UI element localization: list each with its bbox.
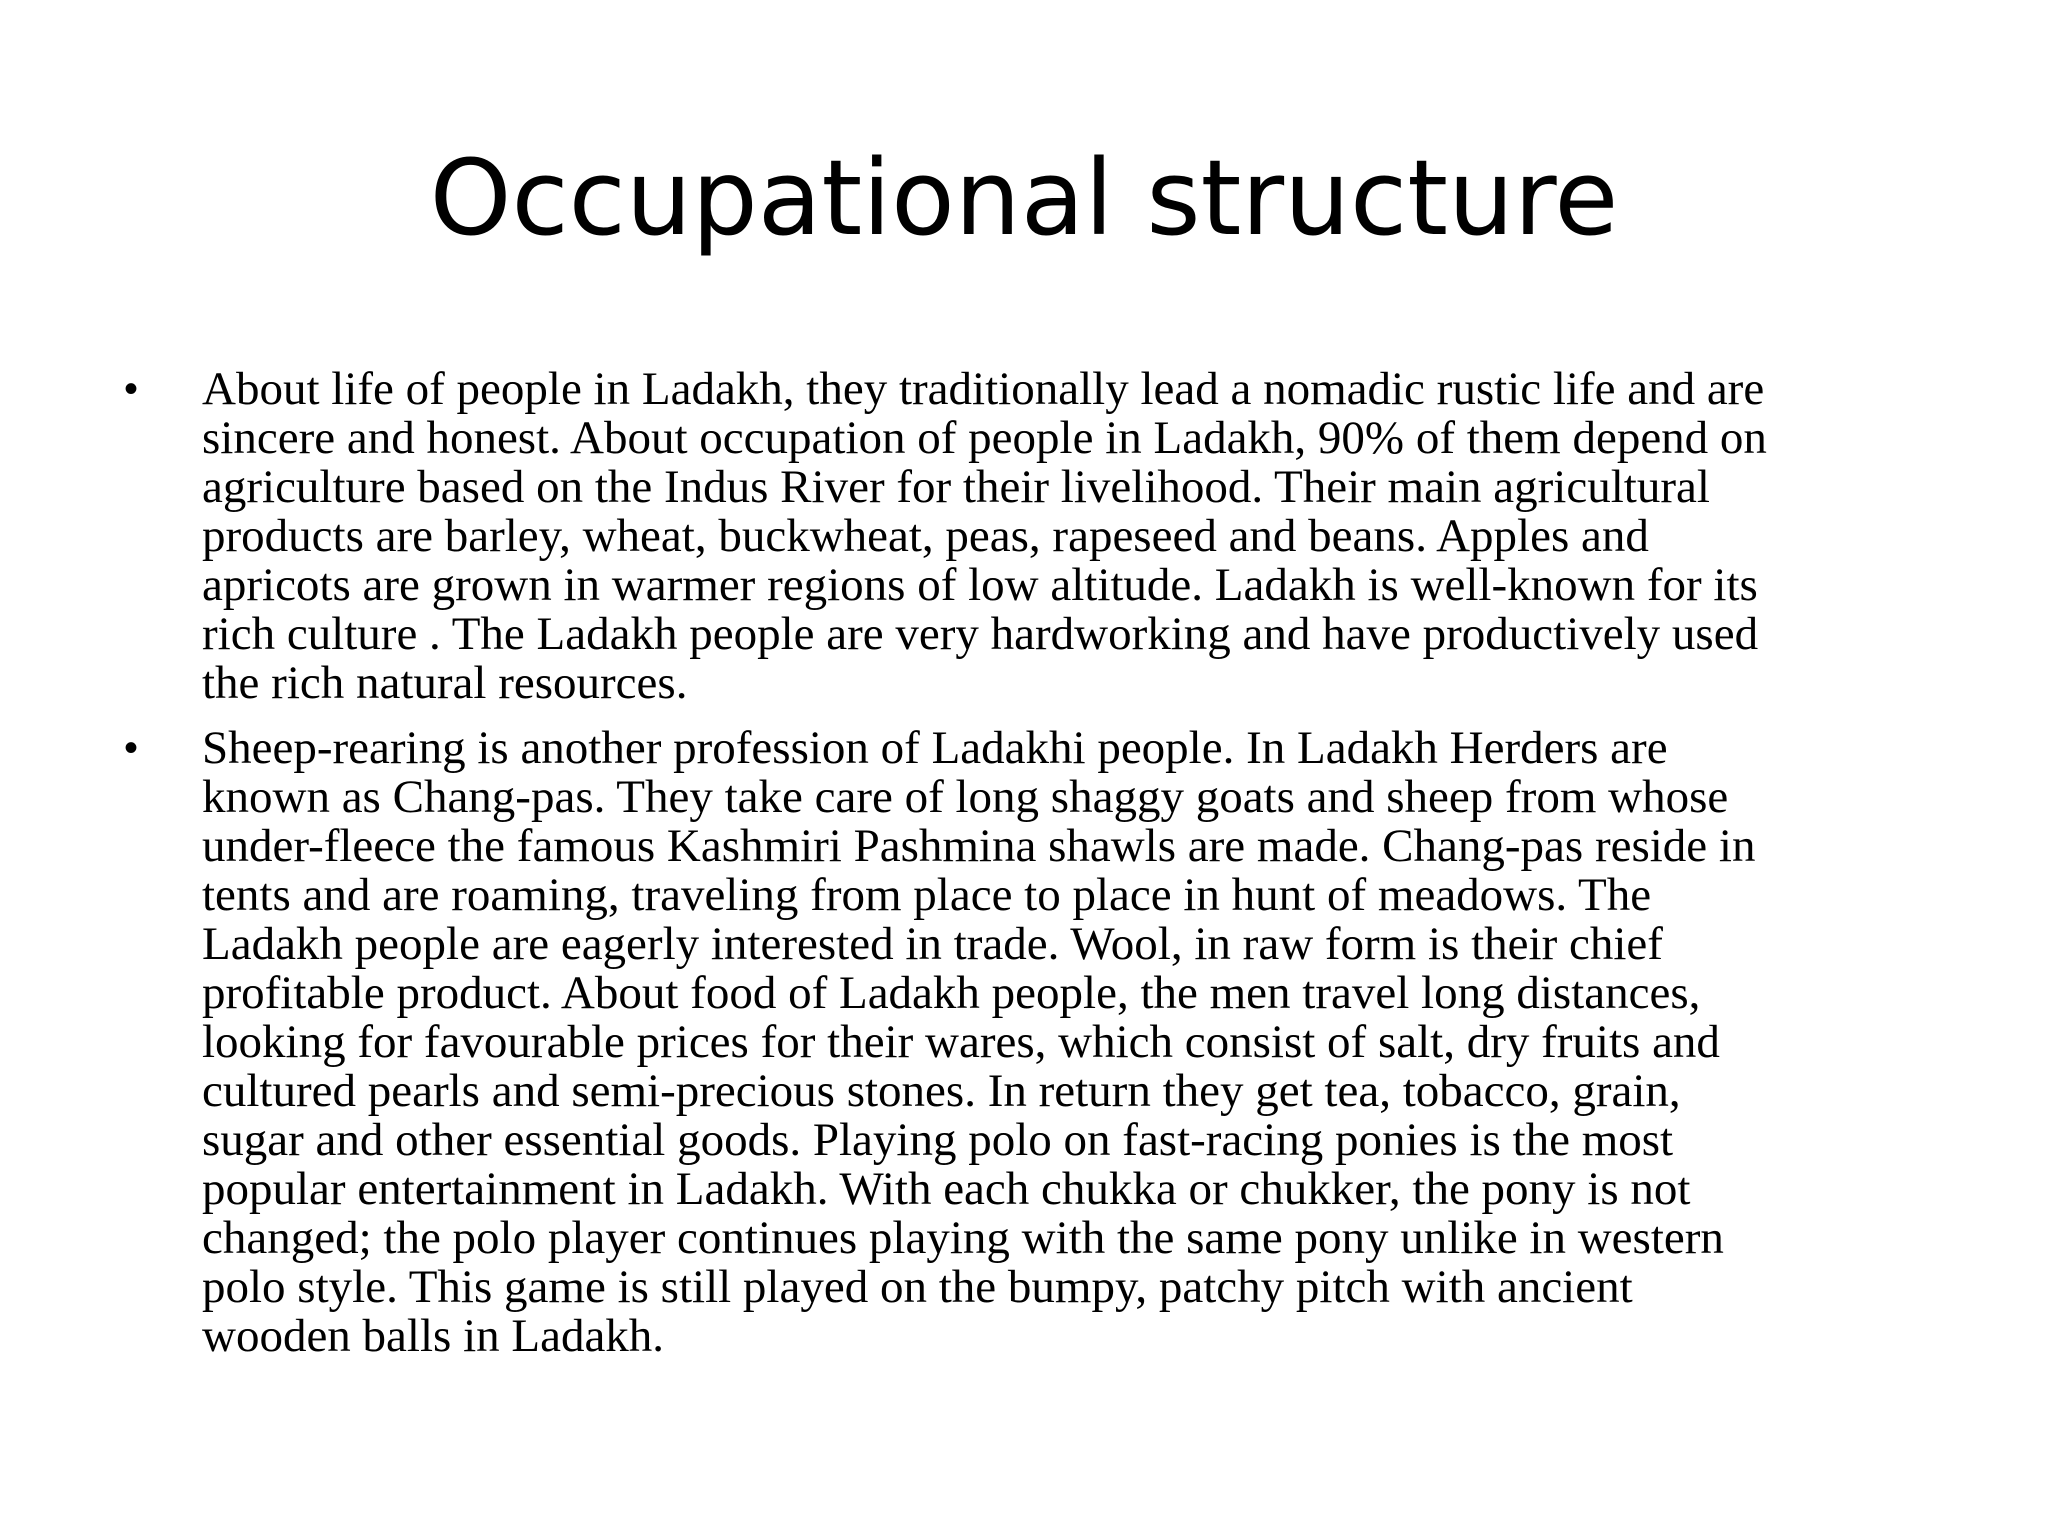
bullet-text: Sheep-rearing is another profession of Ladakhi people. In Ladakh Herders are known as Chang-pas. They take care of long shaggy goats and sheep from whose under-fleece the famous Kashmiri Pashmina shawls are made. Chang-pas reside in tents and are roaming, traveling from place to place in hunt of meadows. The Ladakh people are eagerly interested in trade. Wool, in raw form is their chief profitable product. About food of Ladakh people, the men travel long distances, looking for favourable prices for their wares, which consist of salt, dry fruits and cultured pearls and semi-precious stones. In return they get tea, tobacco, grain, sugar and other essential goods. Playing polo on fast-racing ponies is the most popular entertainment in Ladakh. With each chukka or chukker, the pony is not changed; the polo player continues playing with the same pony unlike in western polo style. This game is still played on the bumpy, patchy pitch with ancient wooden balls in Ladakh. xyxy=(202,722,1756,1362)
bullet-text: About life of people in Ladakh, they traditionally lead a nomadic rustic life and are sincere and honest. About occupation of people in Ladakh, 90% of them depend on agriculture based on the Indus River for their livelihood. Their main agricultural products are barley, wheat, buckwheat, peas, rapeseed and beans. Apples and apricots are grown in warmer regions of low altitude. Ladakh is well-known for its rich culture . The Ladakh people are very hardworking and have productively used the rich natural resources. xyxy=(202,363,1767,709)
bullet-icon: • xyxy=(124,367,139,411)
bullet-icon: • xyxy=(124,726,139,770)
bullet-item-sheep-rearing-and-trade xyxy=(110,724,1950,1361)
slide-title: Occupational structure xyxy=(429,137,1619,259)
bullet-item-life-and-agriculture xyxy=(110,365,1950,708)
bullet-list xyxy=(110,365,1950,1377)
